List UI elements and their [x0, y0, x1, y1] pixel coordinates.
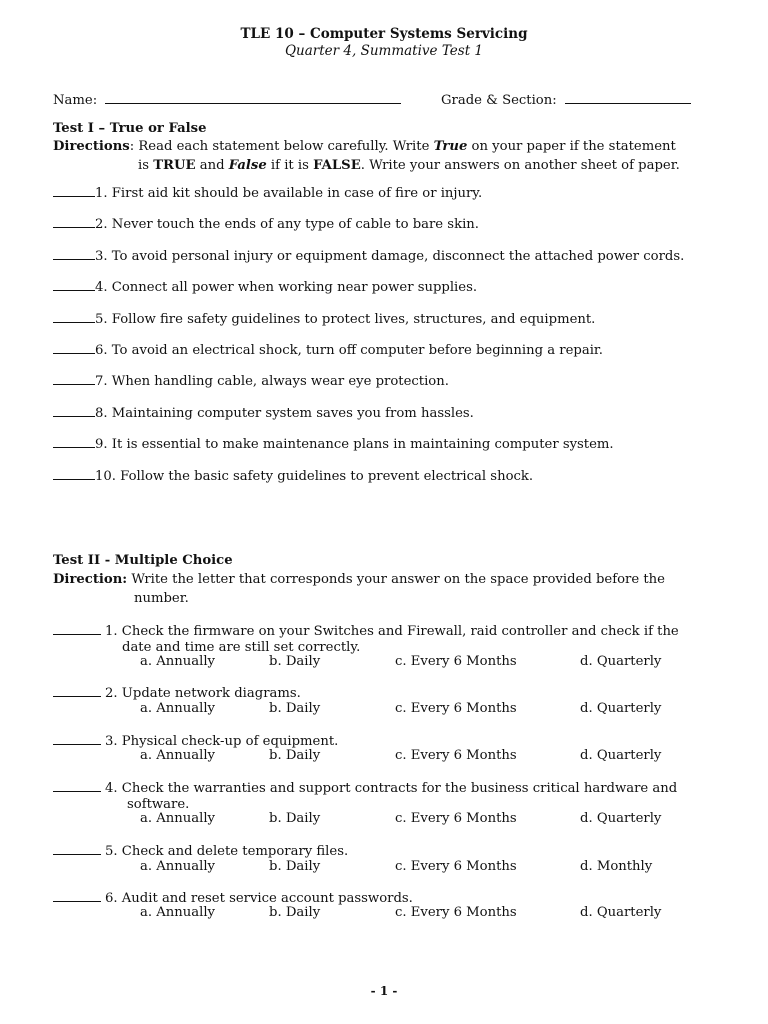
tf-item-9 [53, 436, 703, 452]
option-a: a. Annually [140, 811, 215, 826]
tf-statement: 6. To avoid an electrical shock, turn off computer before beginning a repair. [95, 343, 603, 358]
mc-question-text: 5. Check and delete temporary files. [105, 844, 349, 859]
mc-options-2 [140, 701, 700, 717]
tf-item-7 [53, 373, 703, 389]
true-caps: TRUE [153, 158, 196, 173]
document-subtitle: Quarter 4, Summative Test 1 [284, 43, 484, 59]
answer-blank [53, 279, 95, 291]
option-b: b. Daily [269, 811, 321, 826]
answer-blank [53, 623, 101, 635]
grade-section-blank [565, 91, 691, 104]
answer-blank [53, 780, 101, 792]
mc-question-text: 4. Check the warranties and support contracts for the business critical hardware and [105, 781, 678, 796]
test1-directions-text-f: . Write your answers on another sheet of paper. [360, 158, 680, 173]
option-c: c. Every 6 Months [395, 748, 517, 763]
tf-item-10 [53, 468, 703, 484]
tf-item-5 [53, 311, 703, 327]
mc-question-2 [53, 685, 703, 702]
test1-directions-text-d: and [195, 158, 229, 173]
option-b: b. Daily [269, 748, 321, 763]
mc-options-4 [140, 811, 700, 827]
test1-directions-text-e: if it is [266, 158, 314, 173]
test2-directions-text-2: number. [134, 591, 189, 606]
test2-directions [53, 570, 698, 608]
answer-blank [53, 405, 95, 417]
answer-blank [53, 373, 95, 385]
option-a: a. Annually [140, 654, 215, 669]
option-a: a. Annually [140, 748, 215, 763]
page-number: - 1 - [370, 984, 398, 998]
option-d: d. Quarterly [580, 811, 662, 826]
mc-question-text: 1. Check the firmware on your Switches and Firewall, raid controller and check if the [105, 624, 679, 639]
mc-question-5 [53, 843, 703, 860]
option-d: d. Monthly [580, 859, 653, 874]
option-b: b. Daily [269, 701, 321, 716]
option-b: b. Daily [269, 905, 321, 920]
test2-directions-label: Direction: [53, 572, 128, 587]
tf-item-2 [53, 216, 703, 232]
mc-options-1 [140, 654, 700, 670]
option-d: d. Quarterly [580, 701, 662, 716]
option-c: c. Every 6 Months [395, 701, 517, 716]
name-blank [105, 91, 401, 104]
grade-section-group [441, 91, 691, 108]
mc-options-6 [140, 905, 700, 921]
tf-statement: 9. It is essential to make maintenance plans in maintaining computer system. [95, 437, 614, 452]
test1-directions-text-a: : Read each statement below carefully. Write [129, 139, 434, 154]
tf-statement: 5. Follow fire safety guidelines to protect lives, structures, and equipment. [95, 312, 596, 327]
option-b: b. Daily [269, 859, 321, 874]
false-word: False [228, 158, 267, 173]
answer-blank [53, 185, 95, 197]
test1-directions-text-b: on your paper if the statement [467, 139, 676, 154]
mc-question-text: 3. Physical check-up of equipment. [105, 734, 339, 749]
option-d: d. Quarterly [580, 905, 662, 920]
option-c: c. Every 6 Months [395, 811, 517, 826]
test1-heading: Test I – True or False [53, 121, 207, 136]
grade-section-label: Grade & Section: [441, 93, 557, 108]
tf-item-6 [53, 342, 703, 358]
answer-blank [53, 468, 95, 480]
option-d: d. Quarterly [580, 654, 662, 669]
answer-blank [53, 248, 95, 260]
answer-blank [53, 436, 95, 448]
mc-options-5 [140, 859, 700, 875]
answer-blank [53, 311, 95, 323]
tf-statement: 4. Connect all power when working near power supplies. [95, 280, 478, 295]
test1-directions [53, 137, 698, 175]
mc-question-4 [53, 780, 703, 813]
option-a: a. Annually [140, 905, 215, 920]
tf-statement: 8. Maintaining computer system saves you from hassles. [95, 406, 474, 421]
option-b: b. Daily [269, 654, 321, 669]
mc-question-text-cont: date and time are still set correctly. [122, 640, 361, 655]
student-info-row [53, 91, 698, 108]
tf-statement: 3. To avoid personal injury or equipment damage, disconnect the attached power cords. [95, 249, 685, 264]
mc-question-text: 6. Audit and reset service account passwords. [105, 891, 413, 906]
mc-options-3 [140, 748, 700, 764]
answer-blank [53, 890, 101, 902]
test2-directions-text-1: Write the letter that corresponds your answer on the space provided before the [127, 572, 665, 587]
mc-question-1 [53, 623, 703, 656]
option-c: c. Every 6 Months [395, 905, 517, 920]
mc-question-text-cont: software. [127, 797, 190, 812]
option-a: a. Annually [140, 859, 215, 874]
option-c: c. Every 6 Months [395, 654, 517, 669]
tf-item-3 [53, 248, 703, 264]
test2-heading: Test II - Multiple Choice [53, 553, 233, 568]
document-title: TLE 10 – Computer Systems Servicing [240, 26, 528, 42]
answer-blank [53, 843, 101, 855]
tf-statement: 7. When handling cable, always wear eye protection. [95, 374, 449, 389]
answer-blank [53, 342, 95, 354]
tf-item-1 [53, 185, 703, 201]
tf-item-8 [53, 405, 703, 421]
tf-statement: 10. Follow the basic safety guidelines to prevent electrical shock. [95, 469, 534, 484]
option-c: c. Every 6 Months [395, 859, 517, 874]
tf-item-4 [53, 279, 703, 295]
test1-directions-text-c: is [138, 158, 154, 173]
answer-blank [53, 216, 95, 228]
option-a: a. Annually [140, 701, 215, 716]
false-caps: FALSE [313, 158, 361, 173]
test1-directions-label: Directions [53, 139, 130, 154]
mc-question-text: 2. Update network diagrams. [105, 686, 301, 701]
option-d: d. Quarterly [580, 748, 662, 763]
tf-statement: 2. Never touch the ends of any type of cable to bare skin. [95, 217, 479, 232]
name-label: Name: [53, 93, 98, 108]
tf-statement: 1. First aid kit should be available in case of fire or injury. [95, 186, 483, 201]
answer-blank [53, 685, 101, 697]
true-word: True [433, 139, 468, 154]
answer-blank [53, 733, 101, 745]
